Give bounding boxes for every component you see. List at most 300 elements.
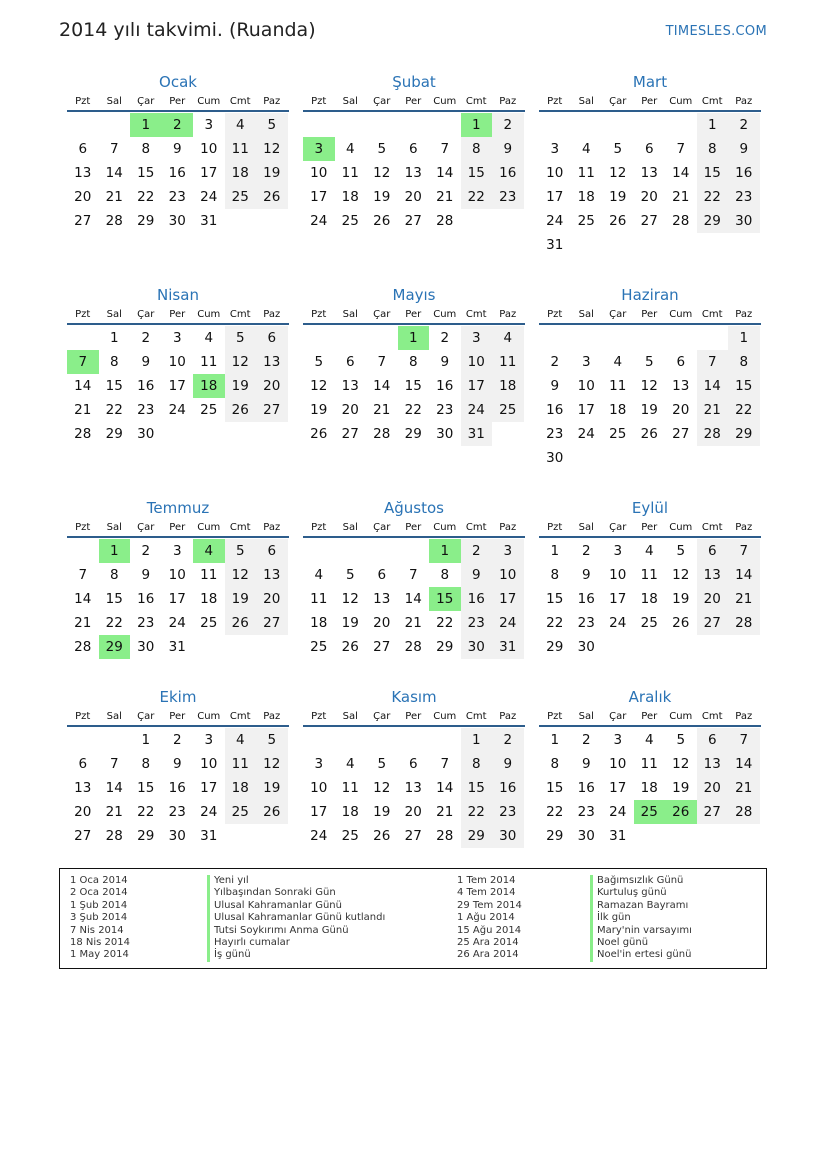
- month-12: [539, 685, 761, 848]
- day-cell: 13: [373, 591, 391, 607]
- day-grid: [67, 326, 289, 446]
- day-cell: 15: [461, 776, 493, 800]
- day-cell: 15: [546, 780, 564, 796]
- day-cell: 9: [141, 567, 151, 583]
- day-cell: 29: [404, 426, 422, 442]
- day-cell: 26: [256, 185, 288, 209]
- day-cell: 5: [613, 141, 623, 157]
- day-cell: 23: [137, 402, 155, 418]
- day-cell: 26: [609, 213, 627, 229]
- day-cell: 31: [200, 213, 218, 229]
- weekday-header: [539, 94, 761, 112]
- day-cell: 20: [74, 189, 92, 205]
- day-cell: 22: [137, 189, 155, 205]
- day-cell: 28: [105, 213, 123, 229]
- weekday-label: Çar: [609, 711, 627, 722]
- day-cell: 8: [461, 752, 493, 776]
- day-cell: 19: [341, 615, 359, 631]
- day-cell: 11: [492, 350, 524, 374]
- day-cell: 23: [492, 800, 524, 824]
- day-cell: 22: [137, 804, 155, 820]
- day-cell: 28: [436, 213, 454, 229]
- weekday-label: Pzt: [547, 711, 563, 722]
- day-cell: 24: [168, 615, 186, 631]
- legend-date: 4 Tem 2014: [457, 887, 516, 899]
- month-8: [303, 496, 525, 659]
- day-cell: 28: [672, 213, 690, 229]
- day-cell: 16: [728, 161, 760, 185]
- weekday-label: Cmt: [465, 522, 487, 533]
- day-cell: 5: [225, 539, 257, 563]
- month-name: Ekim: [159, 688, 197, 706]
- day-cell: 27: [404, 828, 422, 844]
- holiday-cell: 1: [461, 113, 493, 137]
- day-cell: 19: [256, 161, 288, 185]
- month-7: [67, 496, 289, 659]
- day-cell: 4: [314, 567, 324, 583]
- day-cell: 8: [550, 567, 560, 583]
- day-cell: 5: [345, 567, 355, 583]
- holiday-cell: 4: [193, 539, 225, 563]
- day-cell: 10: [609, 567, 627, 583]
- empty-cell: [366, 539, 398, 563]
- day-cell: 13: [341, 378, 359, 394]
- weekday-label: Pzt: [311, 711, 327, 722]
- empty-cell: [366, 326, 398, 350]
- day-cell: 8: [461, 137, 493, 161]
- day-cell: 14: [728, 752, 760, 776]
- empty-cell: [398, 728, 430, 752]
- day-cell: 6: [78, 141, 88, 157]
- day-cell: 2: [492, 728, 524, 752]
- empty-cell: [539, 326, 571, 350]
- legend-holiday-name: Noel günü: [590, 937, 692, 949]
- day-cell: 11: [640, 756, 658, 772]
- day-cell: 4: [613, 354, 623, 370]
- weekday-label: Cum: [669, 522, 693, 533]
- weekday-label: Cum: [669, 96, 693, 107]
- day-cell: 28: [697, 422, 729, 446]
- weekday-label: Per: [641, 711, 658, 722]
- day-cell: 17: [461, 374, 493, 398]
- weekday-header: [303, 94, 525, 112]
- weekday-label: Paz: [499, 96, 517, 107]
- day-cell: 20: [404, 804, 422, 820]
- day-cell: 22: [546, 804, 564, 820]
- day-cell: 21: [728, 587, 760, 611]
- empty-cell: [335, 728, 367, 752]
- day-cell: 8: [141, 756, 151, 772]
- weekday-label: Per: [405, 522, 422, 533]
- day-cell: 19: [640, 402, 658, 418]
- weekday-label: Sal: [342, 711, 358, 722]
- day-cell: 24: [310, 213, 328, 229]
- day-cell: 14: [436, 165, 454, 181]
- day-cell: 26: [341, 639, 359, 655]
- day-cell: 18: [492, 374, 524, 398]
- day-cell: 2: [581, 543, 591, 559]
- weekday-label: Per: [169, 522, 186, 533]
- empty-cell: [398, 539, 430, 563]
- day-cell: 11: [225, 137, 257, 161]
- day-cell: 14: [74, 591, 92, 607]
- weekday-label: Per: [405, 96, 422, 107]
- day-cell: 5: [377, 141, 387, 157]
- day-grid: [303, 326, 525, 446]
- day-cell: 13: [74, 165, 92, 181]
- empty-cell: [303, 113, 335, 137]
- month-name: Mart: [632, 73, 668, 91]
- legend-holiday-name: Noel'in ertesi günü: [590, 949, 692, 961]
- month-name: Ağustos: [384, 499, 444, 517]
- day-cell: 17: [168, 591, 186, 607]
- day-cell: 3: [172, 543, 182, 559]
- weekday-label: Sal: [578, 309, 594, 320]
- day-cell: 26: [672, 615, 690, 631]
- day-cell: 2: [141, 330, 151, 346]
- day-cell: 20: [672, 402, 690, 418]
- day-cell: 6: [644, 141, 654, 157]
- month-name: Ocak: [159, 73, 197, 91]
- legend-holiday-name: İş günü: [207, 949, 385, 961]
- day-grid: [67, 728, 289, 848]
- day-cell: 25: [640, 615, 658, 631]
- day-cell: 17: [609, 591, 627, 607]
- day-cell: 9: [461, 563, 493, 587]
- month-1: [67, 70, 289, 233]
- weekday-label: Sal: [106, 96, 122, 107]
- day-cell: 5: [676, 732, 686, 748]
- weekday-label: Sal: [342, 309, 358, 320]
- weekday-header: [67, 307, 289, 325]
- weekday-label: Paz: [263, 711, 281, 722]
- day-cell: 7: [440, 141, 450, 157]
- empty-cell: [697, 326, 729, 350]
- month-4: [67, 283, 289, 446]
- empty-cell: [602, 113, 634, 137]
- holiday-cell: 1: [398, 326, 430, 350]
- day-cell: 16: [492, 161, 524, 185]
- day-cell: 25: [341, 828, 359, 844]
- day-cell: 22: [404, 402, 422, 418]
- weekday-label: Pzt: [547, 522, 563, 533]
- day-cell: 17: [310, 189, 328, 205]
- weekday-label: Pzt: [75, 522, 91, 533]
- legend-holiday-name: Yeni yıl: [207, 875, 385, 887]
- day-cell: 18: [310, 615, 328, 631]
- day-cell: 28: [404, 639, 422, 655]
- day-cell: 7: [697, 350, 729, 374]
- day-cell: 24: [168, 402, 186, 418]
- day-cell: 10: [168, 354, 186, 370]
- holiday-cell: 29: [99, 635, 131, 659]
- day-cell: 7: [676, 141, 686, 157]
- day-cell: 11: [609, 378, 627, 394]
- weekday-label: Cmt: [465, 309, 487, 320]
- weekday-label: Sal: [342, 96, 358, 107]
- day-cell: 26: [310, 426, 328, 442]
- weekday-label: Cum: [433, 711, 457, 722]
- legend-holiday-name: Bağımsızlık Günü: [590, 875, 692, 887]
- day-cell: 3: [204, 732, 214, 748]
- day-cell: 13: [74, 780, 92, 796]
- day-cell: 22: [697, 185, 729, 209]
- day-cell: 28: [728, 800, 760, 824]
- day-cell: 28: [373, 426, 391, 442]
- day-cell: 5: [256, 113, 288, 137]
- month-6: [539, 283, 761, 470]
- legend-date: 15 Ağu 2014: [457, 924, 522, 936]
- weekday-label: Per: [169, 711, 186, 722]
- day-cell: 8: [109, 354, 119, 370]
- empty-cell: [571, 326, 603, 350]
- legend-holiday-name: Tutsi Soykırımı Anma Günü: [207, 925, 385, 937]
- day-cell: 31: [200, 828, 218, 844]
- holiday-legend: [59, 868, 767, 969]
- day-cell: 6: [345, 354, 355, 370]
- day-cell: 11: [200, 567, 218, 583]
- day-cell: 7: [109, 141, 119, 157]
- day-cell: 17: [609, 780, 627, 796]
- day-cell: 6: [256, 326, 288, 350]
- empty-cell: [67, 728, 99, 752]
- day-cell: 8: [697, 137, 729, 161]
- day-cell: 8: [440, 567, 450, 583]
- weekday-label: Per: [169, 309, 186, 320]
- legend-date: 7 Nis 2014: [70, 924, 124, 936]
- day-cell: 29: [546, 828, 564, 844]
- day-cell: 24: [577, 426, 595, 442]
- day-cell: 21: [436, 804, 454, 820]
- holiday-cell: 25: [634, 800, 666, 824]
- legend-holiday-name: Kurtuluş günü: [590, 887, 692, 899]
- weekday-label: Cmt: [465, 96, 487, 107]
- day-cell: 13: [640, 165, 658, 181]
- day-cell: 22: [436, 615, 454, 631]
- weekday-label: Pzt: [311, 522, 327, 533]
- day-cell: 20: [256, 587, 288, 611]
- day-cell: 27: [697, 800, 729, 824]
- month-name: Aralık: [628, 688, 672, 706]
- day-grid: [67, 539, 289, 659]
- weekday-label: Paz: [735, 522, 753, 533]
- legend-holiday-name: Ulusal Kahramanlar Günü: [207, 900, 385, 912]
- day-cell: 4: [492, 326, 524, 350]
- day-cell: 24: [200, 189, 218, 205]
- weekday-label: Sal: [106, 522, 122, 533]
- day-cell: 8: [728, 350, 760, 374]
- weekday-label: Paz: [499, 711, 517, 722]
- day-cell: 30: [137, 639, 155, 655]
- weekday-label: Çar: [137, 309, 155, 320]
- month-9: [539, 496, 761, 659]
- day-cell: 4: [345, 756, 355, 772]
- day-cell: 2: [492, 113, 524, 137]
- day-cell: 21: [74, 615, 92, 631]
- empty-cell: [303, 539, 335, 563]
- day-cell: 20: [256, 374, 288, 398]
- day-cell: 20: [697, 587, 729, 611]
- day-cell: 6: [697, 539, 729, 563]
- day-cell: 14: [404, 591, 422, 607]
- month-name: Mayıs: [392, 286, 436, 304]
- weekday-label: Çar: [609, 522, 627, 533]
- day-cell: 17: [200, 780, 218, 796]
- day-cell: 6: [408, 756, 418, 772]
- holiday-cell: 7: [67, 350, 99, 374]
- day-grid: [539, 326, 761, 470]
- weekday-label: Sal: [578, 96, 594, 107]
- day-cell: 11: [640, 567, 658, 583]
- day-cell: 25: [577, 213, 595, 229]
- day-cell: 2: [461, 539, 493, 563]
- legend-date: 2 Oca 2014: [70, 887, 128, 899]
- weekday-label: Per: [405, 711, 422, 722]
- day-cell: 17: [492, 587, 524, 611]
- weekday-label: Cmt: [701, 522, 723, 533]
- day-cell: 18: [341, 189, 359, 205]
- day-cell: 27: [672, 426, 690, 442]
- weekday-header: [539, 520, 761, 538]
- day-cell: 11: [310, 591, 328, 607]
- brand-logo-text[interactable]: TIMESLES.COM: [665, 24, 767, 39]
- day-cell: 10: [577, 378, 595, 394]
- day-cell: 8: [109, 567, 119, 583]
- day-cell: 18: [200, 591, 218, 607]
- day-cell: 11: [577, 165, 595, 181]
- weekday-label: Cum: [197, 96, 221, 107]
- weekday-header: [67, 520, 289, 538]
- empty-cell: [303, 326, 335, 350]
- weekday-label: Çar: [373, 96, 391, 107]
- day-cell: 24: [492, 611, 524, 635]
- day-cell: 19: [672, 780, 690, 796]
- weekday-label: Cum: [669, 309, 693, 320]
- day-cell: 27: [404, 213, 422, 229]
- day-cell: 17: [200, 165, 218, 181]
- day-cell: 5: [377, 756, 387, 772]
- day-cell: 3: [581, 354, 591, 370]
- day-cell: 12: [609, 165, 627, 181]
- weekday-label: Sal: [106, 309, 122, 320]
- day-cell: 23: [728, 185, 760, 209]
- day-cell: 18: [640, 591, 658, 607]
- day-cell: 23: [168, 189, 186, 205]
- day-cell: 22: [728, 398, 760, 422]
- weekday-label: Cum: [197, 309, 221, 320]
- day-cell: 5: [676, 543, 686, 559]
- day-cell: 9: [728, 137, 760, 161]
- weekday-label: Cmt: [701, 309, 723, 320]
- weekday-header: [67, 709, 289, 727]
- day-cell: 30: [492, 824, 524, 848]
- day-cell: 26: [225, 611, 257, 635]
- day-cell: 4: [581, 141, 591, 157]
- day-cell: 31: [461, 422, 493, 446]
- day-cell: 15: [404, 378, 422, 394]
- day-cell: 24: [200, 804, 218, 820]
- weekday-label: Per: [641, 96, 658, 107]
- day-cell: 4: [644, 732, 654, 748]
- weekday-label: Cum: [433, 96, 457, 107]
- day-cell: 19: [373, 189, 391, 205]
- empty-cell: [398, 113, 430, 137]
- day-cell: 13: [256, 350, 288, 374]
- weekday-label: Pzt: [547, 309, 563, 320]
- month-name: Eylül: [631, 499, 669, 517]
- day-cell: 30: [168, 213, 186, 229]
- legend-date: 29 Tem 2014: [457, 899, 522, 911]
- day-cell: 12: [373, 780, 391, 796]
- weekday-label: Paz: [499, 522, 517, 533]
- day-cell: 10: [310, 780, 328, 796]
- day-cell: 3: [314, 756, 324, 772]
- day-cell: 25: [492, 398, 524, 422]
- day-cell: 1: [697, 113, 729, 137]
- day-grid: [539, 539, 761, 659]
- day-cell: 23: [492, 185, 524, 209]
- day-cell: 10: [609, 756, 627, 772]
- day-cell: 2: [728, 113, 760, 137]
- day-cell: 30: [436, 426, 454, 442]
- day-cell: 30: [168, 828, 186, 844]
- weekday-label: Pzt: [75, 309, 91, 320]
- day-cell: 14: [728, 563, 760, 587]
- day-cell: 3: [550, 141, 560, 157]
- day-cell: 27: [640, 213, 658, 229]
- day-cell: 25: [225, 800, 257, 824]
- weekday-label: Pzt: [311, 96, 327, 107]
- day-cell: 18: [577, 189, 595, 205]
- empty-cell: [67, 326, 99, 350]
- day-grid: [303, 728, 525, 848]
- day-cell: 27: [697, 611, 729, 635]
- day-cell: 8: [141, 141, 151, 157]
- day-cell: 23: [137, 615, 155, 631]
- day-cell: 16: [168, 780, 186, 796]
- weekday-label: Pzt: [311, 309, 327, 320]
- day-cell: 10: [461, 350, 493, 374]
- legend-date: 1 Oca 2014: [70, 875, 128, 886]
- day-cell: 20: [697, 776, 729, 800]
- day-cell: 27: [373, 639, 391, 655]
- day-cell: 12: [310, 378, 328, 394]
- day-cell: 12: [672, 567, 690, 583]
- day-cell: 28: [105, 828, 123, 844]
- day-cell: 7: [109, 756, 119, 772]
- day-cell: 29: [546, 639, 564, 655]
- day-cell: 31: [492, 635, 524, 659]
- day-cell: 6: [377, 567, 387, 583]
- empty-cell: [634, 113, 666, 137]
- day-cell: 2: [172, 732, 182, 748]
- day-cell: 15: [137, 780, 155, 796]
- legend-date: 1 Ağu 2014: [457, 912, 515, 924]
- day-cell: 15: [461, 161, 493, 185]
- day-cell: 22: [546, 615, 564, 631]
- weekday-header: [303, 709, 525, 727]
- weekday-label: Çar: [373, 522, 391, 533]
- legend-date: 1 Tem 2014: [457, 875, 516, 886]
- day-cell: 22: [105, 402, 123, 418]
- day-cell: 2: [440, 330, 450, 346]
- day-cell: 21: [728, 776, 760, 800]
- month-name: Haziran: [621, 286, 679, 304]
- day-cell: 23: [461, 611, 493, 635]
- empty-cell: [67, 113, 99, 137]
- day-cell: 10: [200, 141, 218, 157]
- day-cell: 12: [373, 165, 391, 181]
